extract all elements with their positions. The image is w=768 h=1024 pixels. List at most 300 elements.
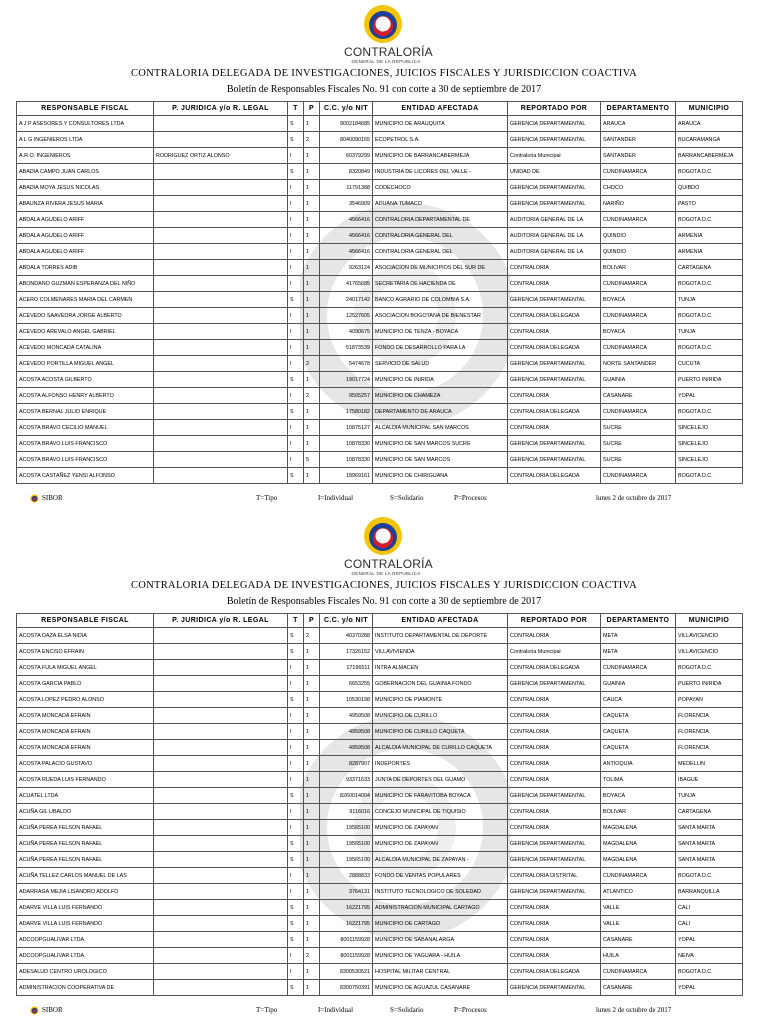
- cell-cc-nit: 3546909: [320, 196, 373, 212]
- cell-juridica-legal: [154, 292, 288, 308]
- cell-procesos: 1: [304, 212, 320, 228]
- table-row: [17, 276, 743, 292]
- cell-municipio: BOGOTA D.C.: [676, 660, 743, 676]
- cell-entidad-afectada: INDUSTRIA DE LICORES DEL VALLE -: [373, 164, 508, 180]
- cell-procesos: 1: [304, 756, 320, 772]
- cell-tipo: I: [288, 196, 304, 212]
- cell-cc-nit: 41765685: [320, 276, 373, 292]
- footer-legend-solidario: S=Solidario: [390, 494, 424, 502]
- cell-responsable-fiscal: ADMINISTRACION COOPERATIVA DE: [17, 980, 154, 996]
- cell-juridica-legal: [154, 884, 288, 900]
- cell-tipo: I: [288, 820, 304, 836]
- cell-departamento: CAQUETA: [601, 708, 676, 724]
- cell-juridica-legal: [154, 436, 288, 452]
- cell-cc-nit: 3764131: [320, 884, 373, 900]
- cell-juridica-legal: [154, 868, 288, 884]
- cell-departamento: MAGDALENA: [601, 820, 676, 836]
- cell-responsable-fiscal: ACUÑA PEREA FELSON RAFAEL: [17, 852, 154, 868]
- cell-procesos: 1: [304, 884, 320, 900]
- cell-municipio: TUNJA: [676, 324, 743, 340]
- cell-departamento: CUNDINAMARCA: [601, 276, 676, 292]
- column-header-reportado-por: REPORTADO POR: [508, 102, 601, 116]
- cell-departamento: CUNDINAMARCA: [601, 964, 676, 980]
- cell-juridica-legal: [154, 340, 288, 356]
- report-title: CONTRALORIA DELEGADA DE INVESTIGACIONES, JUICIOS FISCALES Y JURISDICCION COACTIVA: [130, 68, 638, 79]
- cell-cc-nit: 19565100: [320, 836, 373, 852]
- footer-brand: SIBOR: [42, 1006, 63, 1014]
- cell-responsable-fiscal: ACERO COLMENARES MARIA DEL CARMEN: [17, 292, 154, 308]
- cell-responsable-fiscal: ACUÑA PEREA FELSON RAFAEL: [17, 836, 154, 852]
- cell-departamento: ATLANTICO: [601, 884, 676, 900]
- cell-procesos: 1: [304, 644, 320, 660]
- cell-juridica-legal: [154, 260, 288, 276]
- footer-legend-tipo: T=Tipo: [256, 1006, 278, 1014]
- table-row: [17, 788, 743, 804]
- cell-entidad-afectada: INSTITUTO TECNOLOGICO DE SOLEDAD: [373, 884, 508, 900]
- table-row: [17, 356, 743, 372]
- cell-responsable-fiscal: ACOSTA MONCADA EFRAIN: [17, 740, 154, 756]
- table-row: [17, 868, 743, 884]
- cell-entidad-afectada: ADUANA TUMACO: [373, 196, 508, 212]
- cell-reportado-por: CONTRALORIA: [508, 820, 601, 836]
- cell-juridica-legal: [154, 788, 288, 804]
- cell-procesos: 2: [304, 356, 320, 372]
- cell-reportado-por: UNIDAD DE: [508, 164, 601, 180]
- cell-municipio: SINCELEJO: [676, 452, 743, 468]
- cell-departamento: TOLIMA: [601, 772, 676, 788]
- cell-reportado-por: CONTRALORIA: [508, 900, 601, 916]
- cell-responsable-fiscal: ABDALA TORRES ADIB: [17, 260, 154, 276]
- cell-cc-nit: 17580182: [320, 404, 373, 420]
- cell-departamento: BOLIVAR: [601, 260, 676, 276]
- cell-municipio: CALI: [676, 916, 743, 932]
- column-header-responsable-fiscal: RESPONSABLE FISCAL: [17, 614, 154, 628]
- cell-cc-nit: 4959508: [320, 740, 373, 756]
- cell-cc-nit: 10530198: [320, 692, 373, 708]
- cell-municipio: PUERTO INIRIDA: [676, 676, 743, 692]
- cell-entidad-afectada: MUNICIPIO DE CURILLO CAQUETA: [373, 724, 508, 740]
- cell-tipo: S: [288, 164, 304, 180]
- cell-responsable-fiscal: ACOSTA CASTAÑEZ YENSI ALFONSO: [17, 468, 154, 484]
- cell-reportado-por: CONTRALORIA: [508, 388, 601, 404]
- table-row: [17, 132, 743, 148]
- cell-entidad-afectada: GOBERNACION DEL GUAINIA FONDO: [373, 676, 508, 692]
- cell-reportado-por: CONTRALORIA: [508, 916, 601, 932]
- cell-procesos: 1: [304, 164, 320, 180]
- cell-reportado-por: GERENCIA DEPARTAMENTAL: [508, 436, 601, 452]
- cell-procesos: 1: [304, 468, 320, 484]
- sibor-logo-icon: [30, 1006, 39, 1015]
- cell-tipo: I: [288, 884, 304, 900]
- cell-entidad-afectada: ADMINISTRACION MUNICIPAL CARTAGO: [373, 900, 508, 916]
- cell-juridica-legal: [154, 196, 288, 212]
- responsables-table: [16, 613, 743, 996]
- cell-entidad-afectada: MUNICIPIO DE CURILLO: [373, 708, 508, 724]
- cell-entidad-afectada: CODECHOCO: [373, 180, 508, 196]
- cell-procesos: 1: [304, 836, 320, 852]
- cell-municipio: SINCELEJO: [676, 420, 743, 436]
- table-row: [17, 148, 743, 164]
- cell-procesos: 1: [304, 180, 320, 196]
- column-header-tipo: T: [288, 102, 304, 116]
- table-row: [17, 180, 743, 196]
- table-row: [17, 228, 743, 244]
- cell-juridica-legal: [154, 836, 288, 852]
- cell-responsable-fiscal: ACEVEDO PORTILLA MIGUEL ANGEL: [17, 356, 154, 372]
- table-row: [17, 292, 743, 308]
- cell-procesos: 1: [304, 244, 320, 260]
- cell-entidad-afectada: MUNICIPIO DE CARTAGO: [373, 916, 508, 932]
- cell-reportado-por: CONTRALORIA DELEGADA: [508, 468, 601, 484]
- cell-reportado-por: CONTRALORIA: [508, 804, 601, 820]
- cell-municipio: BARRANQUILLA: [676, 884, 743, 900]
- cell-municipio: BOGOTA D.C.: [676, 340, 743, 356]
- cell-reportado-por: CONTRALORIA: [508, 692, 601, 708]
- cell-responsable-fiscal: ACOSTA MONCADA EFRAIN: [17, 724, 154, 740]
- table-row: [17, 884, 743, 900]
- cell-juridica-legal: [154, 388, 288, 404]
- cell-tipo: I: [288, 756, 304, 772]
- footer-date: lunes 2 de octubre de 2017: [596, 1006, 672, 1014]
- column-header-reportado-por: REPORTADO POR: [508, 614, 601, 628]
- cell-departamento: BOYACA: [601, 324, 676, 340]
- cell-responsable-fiscal: ACOSTA ENCISO EFRAIN: [17, 644, 154, 660]
- cell-departamento: VALLE: [601, 900, 676, 916]
- cell-cc-nit: 11791388: [320, 180, 373, 196]
- report-title: CONTRALORIA DELEGADA DE INVESTIGACIONES, JUICIOS FISCALES Y JURISDICCION COACTIVA: [130, 580, 638, 591]
- cell-juridica-legal: [154, 644, 288, 660]
- cell-procesos: 5: [304, 452, 320, 468]
- cell-municipio: YOPAL: [676, 980, 743, 996]
- column-header-municipio: MUNICIPIO: [676, 614, 743, 628]
- cell-procesos: 1: [304, 724, 320, 740]
- cell-tipo: S: [288, 852, 304, 868]
- column-header-entidad-afectada: ENTIDAD AFECTADA: [373, 614, 508, 628]
- cell-procesos: 1: [304, 900, 320, 916]
- table-row: [17, 340, 743, 356]
- cell-cc-nit: 16221795: [320, 900, 373, 916]
- cell-cc-nit: 9263124: [320, 260, 373, 276]
- cell-departamento: CAUCA: [601, 692, 676, 708]
- cell-reportado-por: CONTRALORIA: [508, 628, 601, 644]
- cell-tipo: S: [288, 932, 304, 948]
- column-header-departamento: DEPARTAMENTO: [601, 614, 676, 628]
- column-header-entidad-afectada: ENTIDAD AFECTADA: [373, 102, 508, 116]
- cell-juridica-legal: RODRIGUEZ ORTIZ ALONSO: [154, 148, 288, 164]
- table-row: [17, 804, 743, 820]
- cell-cc-nit: 8001159928: [320, 948, 373, 964]
- cell-procesos: 1: [304, 692, 320, 708]
- cell-procesos: 1: [304, 324, 320, 340]
- cell-tipo: S: [288, 836, 304, 852]
- cell-procesos: 1: [304, 980, 320, 996]
- cell-reportado-por: CONTRALORIA: [508, 324, 601, 340]
- cell-departamento: SANTANDER: [601, 148, 676, 164]
- cell-departamento: MAGDALENA: [601, 836, 676, 852]
- cell-reportado-por: GERENCIA DEPARTAMENTAL: [508, 452, 601, 468]
- table-row: [17, 404, 743, 420]
- table-row: [17, 852, 743, 868]
- table-row: [17, 980, 743, 996]
- table-row: [17, 820, 743, 836]
- cell-reportado-por: Contraloria Municipal: [508, 148, 601, 164]
- cell-tipo: I: [288, 452, 304, 468]
- cell-reportado-por: CONTRALORIA: [508, 948, 601, 964]
- cell-tipo: S: [288, 644, 304, 660]
- cell-entidad-afectada: MUNICIPIO DE BARRANCABERMEJA: [373, 148, 508, 164]
- cell-departamento: CAQUETA: [601, 740, 676, 756]
- cell-procesos: 1: [304, 436, 320, 452]
- cell-reportado-por: GERENCIA DEPARTAMENTAL: [508, 980, 601, 996]
- logo-name: CONTRALORÍA: [344, 557, 433, 571]
- cell-reportado-por: CONTRALORIA DELEGADA: [508, 660, 601, 676]
- cell-reportado-por: GERENCIA DEPARTAMENTAL: [508, 116, 601, 132]
- cell-departamento: CUNDINAMARCA: [601, 404, 676, 420]
- table-row: [17, 116, 743, 132]
- cell-reportado-por: CONTRALORIA: [508, 772, 601, 788]
- cell-cc-nit: 12527605: [320, 308, 373, 324]
- table-row: [17, 676, 743, 692]
- table-row: [17, 900, 743, 916]
- cell-municipio: BOGOTA D.C.: [676, 308, 743, 324]
- cell-entidad-afectada: MUNICIPIO DE SAN MARCOS: [373, 452, 508, 468]
- cell-municipio: SANTA MARTA: [676, 820, 743, 836]
- cell-juridica-legal: [154, 452, 288, 468]
- cell-cc-nit: 4566416: [320, 244, 373, 260]
- column-header-procesos: P: [304, 102, 320, 116]
- cell-juridica-legal: [154, 356, 288, 372]
- cell-procesos: 2: [304, 948, 320, 964]
- cell-responsable-fiscal: ABADIA CAMPO JUAN CARLOS: [17, 164, 154, 180]
- cell-tipo: I: [288, 676, 304, 692]
- cell-reportado-por: CONTRALORIA: [508, 724, 601, 740]
- cell-juridica-legal: [154, 324, 288, 340]
- cell-procesos: 1: [304, 372, 320, 388]
- cell-juridica-legal: [154, 660, 288, 676]
- table-row: [17, 212, 743, 228]
- cell-responsable-fiscal: ACOSTA MONCADA EFRAIN: [17, 708, 154, 724]
- column-header-municipio: MUNICIPIO: [676, 102, 743, 116]
- cell-responsable-fiscal: A L G INGENIEROS LTDA: [17, 132, 154, 148]
- cell-juridica-legal: [154, 724, 288, 740]
- cell-procesos: 1: [304, 708, 320, 724]
- cell-juridica-legal: [154, 228, 288, 244]
- cell-juridica-legal: [154, 740, 288, 756]
- cell-juridica-legal: [154, 180, 288, 196]
- cell-departamento: HUILA: [601, 948, 676, 964]
- cell-procesos: 1: [304, 116, 320, 132]
- cell-responsable-fiscal: ABDALA AGUDELO ARIFF: [17, 244, 154, 260]
- cell-responsable-fiscal: ADCOOPGUALIVAR LTDA.: [17, 932, 154, 948]
- responsables-table: [16, 101, 743, 484]
- cell-reportado-por: AUDITORIA GENERAL DE LA: [508, 228, 601, 244]
- footer-legend-solidario: S=Solidario: [390, 1006, 424, 1014]
- cell-procesos: 1: [304, 292, 320, 308]
- cell-tipo: S: [288, 404, 304, 420]
- cell-juridica-legal: [154, 308, 288, 324]
- cell-tipo: I: [288, 964, 304, 980]
- cell-entidad-afectada: BANCO AGRARIO DE COLOMBIA S.A.: [373, 292, 508, 308]
- logo-subtitle: GENERAL DE LA REPUBLICA: [351, 59, 421, 64]
- cell-cc-nit: 10875127: [320, 420, 373, 436]
- cell-municipio: YOPAL: [676, 388, 743, 404]
- cell-entidad-afectada: SERVICIO DE SALUD: [373, 356, 508, 372]
- cell-tipo: I: [288, 356, 304, 372]
- table-row: [17, 164, 743, 180]
- logo-subtitle: GENERAL DE LA REPUBLICA: [351, 571, 421, 576]
- cell-cc-nit: 93371633: [320, 772, 373, 788]
- cell-municipio: NEIVA: [676, 948, 743, 964]
- cell-cc-nit: 4959508: [320, 724, 373, 740]
- cell-reportado-por: GERENCIA DEPARTAMENTAL: [508, 292, 601, 308]
- cell-procesos: 1: [304, 740, 320, 756]
- column-header-procesos: P: [304, 614, 320, 628]
- cell-cc-nit: 17326152: [320, 644, 373, 660]
- cell-municipio: BOGOTA D.C.: [676, 212, 743, 228]
- cell-responsable-fiscal: ACUATEL LTDA: [17, 788, 154, 804]
- cell-departamento: GUAINIA: [601, 372, 676, 388]
- cell-municipio: SANTA MARTA: [676, 836, 743, 852]
- cell-procesos: 1: [304, 420, 320, 436]
- column-header-responsable-fiscal: RESPONSABLE FISCAL: [17, 102, 154, 116]
- table-row: [17, 260, 743, 276]
- cell-departamento: CUNDINAMARCA: [601, 212, 676, 228]
- cell-departamento: SANTANDER: [601, 132, 676, 148]
- cell-municipio: TUNJA: [676, 788, 743, 804]
- cell-juridica-legal: [154, 628, 288, 644]
- cell-tipo: I: [288, 148, 304, 164]
- cell-cc-nit: 4566416: [320, 228, 373, 244]
- cell-responsable-fiscal: ACOSTA DAZA ELSA NIDIA: [17, 628, 154, 644]
- cell-departamento: BOYACA: [601, 292, 676, 308]
- cell-reportado-por: GERENCIA DEPARTAMENTAL: [508, 884, 601, 900]
- cell-juridica-legal: [154, 404, 288, 420]
- cell-entidad-afectada: MUNICIPIO DE YAGUARA - HUILA: [373, 948, 508, 964]
- cell-juridica-legal: [154, 372, 288, 388]
- cell-cc-nit: 8300530521: [320, 964, 373, 980]
- cell-tipo: I: [288, 420, 304, 436]
- cell-cc-nit: 60379299: [320, 148, 373, 164]
- cell-municipio: ARMENIA: [676, 244, 743, 260]
- cell-juridica-legal: [154, 932, 288, 948]
- cell-tipo: I: [288, 740, 304, 756]
- cell-entidad-afectada: FONDO DE VENTAS POPULARES: [373, 868, 508, 884]
- cell-municipio: BARRANCABERMEJA: [676, 148, 743, 164]
- cell-responsable-fiscal: ACUÑA GIL UBALDO: [17, 804, 154, 820]
- cell-entidad-afectada: HOSPITAL MILITAR CENTRAL: [373, 964, 508, 980]
- table-row: [17, 324, 743, 340]
- cell-municipio: BOGOTA D.C.: [676, 164, 743, 180]
- cell-procesos: 1: [304, 148, 320, 164]
- cell-responsable-fiscal: ADARVE VILLA LUIS FERNANDO: [17, 916, 154, 932]
- cell-municipio: FLORENCIA: [676, 708, 743, 724]
- table-row: [17, 436, 743, 452]
- cell-tipo: I: [288, 708, 304, 724]
- cell-responsable-fiscal: ABDALA AGUDELO ARIFF: [17, 228, 154, 244]
- cell-tipo: I: [288, 260, 304, 276]
- cell-procesos: 1: [304, 196, 320, 212]
- cell-reportado-por: GERENCIA DEPARTAMENTAL: [508, 372, 601, 388]
- table-body: [17, 116, 743, 484]
- table-row: [17, 628, 743, 644]
- cell-juridica-legal: [154, 948, 288, 964]
- cell-tipo: I: [288, 244, 304, 260]
- cell-municipio: BOGOTA D.C.: [676, 404, 743, 420]
- cell-juridica-legal: [154, 900, 288, 916]
- cell-departamento: CAQUETA: [601, 724, 676, 740]
- cell-municipio: QUIBDO: [676, 180, 743, 196]
- cell-tipo: I: [288, 436, 304, 452]
- cell-entidad-afectada: FONDO DE DESARROLLO PARA LA: [373, 340, 508, 356]
- cell-municipio: BUCARAMANGA: [676, 132, 743, 148]
- cell-procesos: 1: [304, 868, 320, 884]
- cell-entidad-afectada: MUNICIPIO DE SAN MARCOS SUCRE: [373, 436, 508, 452]
- cell-reportado-por: GERENCIA DEPARTAMENTAL: [508, 132, 601, 148]
- cell-responsable-fiscal: ACUÑA TELLEZ CARLOS MANUEL DE LAS: [17, 868, 154, 884]
- cell-cc-nit: 4959508: [320, 708, 373, 724]
- cell-cc-nit: 9505257: [320, 388, 373, 404]
- table-row: [17, 948, 743, 964]
- cell-reportado-por: CONTRALORIA: [508, 708, 601, 724]
- cell-municipio: YOPAL: [676, 932, 743, 948]
- cell-entidad-afectada: CONTRALORIA GENERAL DEL: [373, 244, 508, 260]
- cell-municipio: CARTAGENA: [676, 260, 743, 276]
- cell-reportado-por: CONTRALORIA DELEGADA: [508, 964, 601, 980]
- column-header-tipo: T: [288, 614, 304, 628]
- cell-tipo: S: [288, 628, 304, 644]
- cell-responsable-fiscal: ADESALUD CENTRO UROLOGICO: [17, 964, 154, 980]
- table-header-row: [17, 614, 743, 628]
- cell-procesos: 1: [304, 660, 320, 676]
- report-subtitle: Boletín de Responsables Fiscales No. 91 con corte a 30 de septiembre de 2017: [226, 84, 542, 95]
- cell-responsable-fiscal: ACOSTA GARCIA PABLO: [17, 676, 154, 692]
- cell-juridica-legal: [154, 852, 288, 868]
- cell-tipo: I: [288, 180, 304, 196]
- cell-responsable-fiscal: ADCOOPGUALIVAR LTDA.: [17, 948, 154, 964]
- logo-name: CONTRALORÍA: [344, 45, 433, 59]
- cell-juridica-legal: [154, 980, 288, 996]
- cell-cc-nit: 8001159928: [320, 932, 373, 948]
- cell-municipio: BOGOTA D.C.: [676, 964, 743, 980]
- contraloria-emblem-icon: [362, 515, 404, 557]
- cell-reportado-por: GERENCIA DEPARTAMENTAL: [508, 180, 601, 196]
- cell-entidad-afectada: MUNICIPIO DE TENZA - BOYACA: [373, 324, 508, 340]
- cell-entidad-afectada: DEPARTAMENTO DE ARAUCA: [373, 404, 508, 420]
- cell-municipio: CALI: [676, 900, 743, 916]
- cell-departamento: CASANARE: [601, 980, 676, 996]
- cell-cc-nit: 19565100: [320, 852, 373, 868]
- cell-juridica-legal: [154, 276, 288, 292]
- cell-municipio: BOGOTA D.C.: [676, 276, 743, 292]
- cell-reportado-por: GERENCIA DEPARTAMENTAL: [508, 852, 601, 868]
- cell-municipio: PUERTO INIRIDA: [676, 372, 743, 388]
- cell-juridica-legal: [154, 676, 288, 692]
- cell-juridica-legal: [154, 132, 288, 148]
- cell-cc-nit: 17196511: [320, 660, 373, 676]
- table-row: [17, 740, 743, 756]
- cell-tipo: I: [288, 724, 304, 740]
- cell-juridica-legal: [154, 244, 288, 260]
- cell-responsable-fiscal: ABONDANO GUZMAN ESPERANZA DEL NIÑO: [17, 276, 154, 292]
- cell-tipo: I: [288, 228, 304, 244]
- cell-municipio: MEDELLIN: [676, 756, 743, 772]
- cell-procesos: 1: [304, 852, 320, 868]
- cell-responsable-fiscal: ADARVE VILLA LUIS FERNANDO: [17, 900, 154, 916]
- cell-reportado-por: GERENCIA DEPARTAMENTAL: [508, 196, 601, 212]
- cell-reportado-por: CONTRALORIA DISTRITAL: [508, 868, 601, 884]
- cell-municipio: SANTA MARTA: [676, 852, 743, 868]
- cell-municipio: PASTO: [676, 196, 743, 212]
